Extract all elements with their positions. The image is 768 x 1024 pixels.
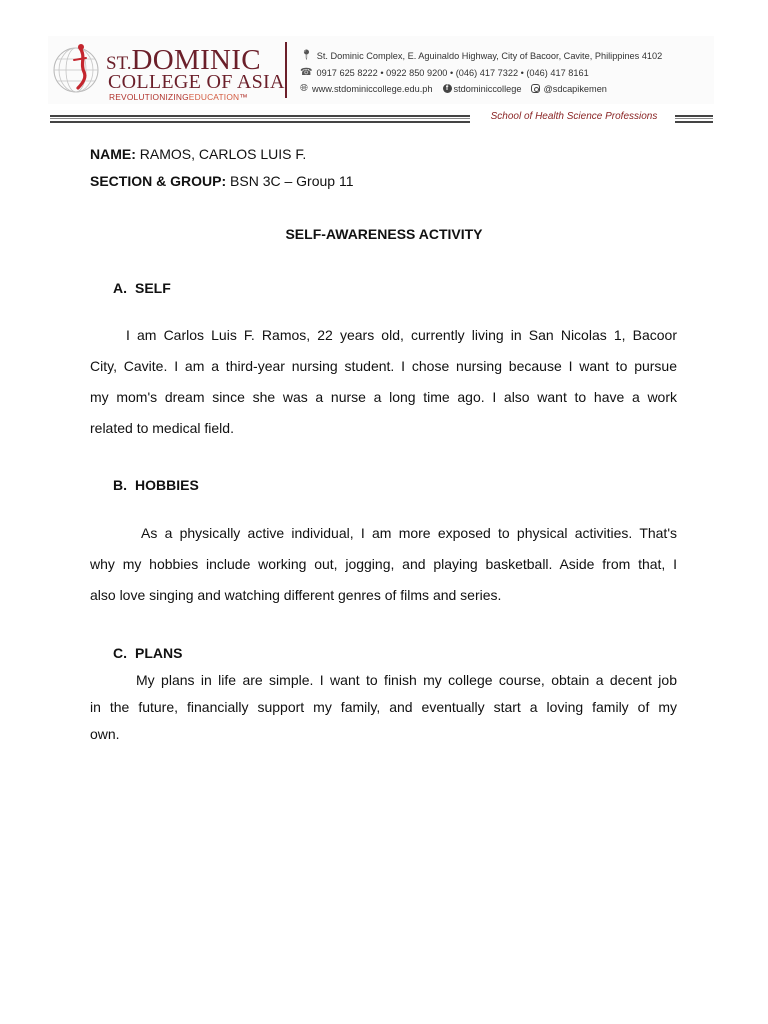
section-letter: C. (113, 645, 127, 661)
section-title: SELF (135, 280, 171, 296)
section-value: BSN 3C – Group 11 (226, 173, 354, 189)
address-text: St. Dominic Complex, E. Aguinaldo Highway, City of Bacoor, Cavite, Philippines 4102 (316, 50, 663, 61)
school-name: School of Health Science Professions (490, 111, 658, 122)
name-label: NAME: (90, 146, 136, 162)
tagline-tm: ™ (239, 92, 248, 102)
tagline-b: EDUCATION (188, 92, 240, 102)
document-title: SELF-AWARENESS ACTIVITY (285, 226, 483, 242)
logo-st: ST. (106, 53, 132, 74)
section-title: PLANS (135, 645, 183, 661)
paragraph-line: own. (90, 726, 120, 742)
name-value: RAMOS, CARLOS LUIS F. (135, 146, 307, 162)
facebook-icon: f (443, 84, 452, 93)
globe-logo-icon (50, 42, 102, 94)
globe-icon: 🌐︎ (300, 83, 308, 94)
facebook-link[interactable]: stdominiccollege (453, 83, 522, 94)
phone-line (300, 67, 589, 78)
section-label: SECTION & GROUP: (90, 173, 227, 189)
paragraph-line: also love singing and watching different genres of films and series. (90, 587, 502, 603)
paragraph-line: my mom's dream since she was a nurse a long time ago. I also want to have a work (90, 389, 677, 405)
paragraph-self (90, 325, 677, 449)
paragraph-line: related to medical field. (90, 420, 234, 436)
paragraph-line: As a physically active individual, I am more exposed to physical activities. That's (141, 525, 677, 541)
section-heading-self (113, 280, 171, 296)
social-line (300, 83, 607, 94)
phones-text: 0917 625 8222 • 0922 850 9200 • (046) 417 7322 • (046) 417 8161 (316, 67, 589, 78)
section-title: HOBBIES (135, 477, 199, 493)
section-letter: B. (113, 477, 127, 493)
student-name (90, 146, 306, 162)
letterhead (48, 36, 714, 104)
paragraph-line: My plans in life are simple. I want to finish my college course, obtain a decent job (136, 672, 677, 688)
paragraph-line: I am Carlos Luis F. Ramos, 22 years old, currently living in San Nicolas 1, Bacoor (126, 327, 677, 343)
section-heading-plans (113, 645, 182, 661)
paragraph-hobbies (90, 523, 677, 616)
address-line (300, 50, 662, 61)
phone-icon: ☎ (300, 67, 313, 78)
letterhead-divider (285, 42, 287, 98)
section-letter: A. (113, 280, 127, 296)
instagram-link[interactable]: @sdcapikemen (543, 83, 607, 94)
website-link[interactable]: www.stdominiccollege.edu.ph (312, 83, 433, 94)
paragraph-plans (90, 670, 677, 751)
header-rule (50, 111, 713, 123)
logo-college: COLLEGE OF ASIA (108, 71, 285, 93)
logo-tagline (109, 92, 248, 102)
paragraph-line: why my hobbies include working out, jogging, and playing basketball. Aside from that, I (90, 556, 677, 572)
logo-dominic: DOMINIC (131, 44, 261, 76)
location-pin-icon: 📍︎ (300, 50, 313, 61)
section-heading-hobbies (113, 477, 199, 493)
instagram-icon (531, 84, 540, 93)
paragraph-line: City, Cavite. I am a third-year nursing student. I chose nursing because I want to pursue (90, 358, 677, 374)
tagline-a: REVOLUTIONIZING (109, 92, 189, 102)
student-section (90, 173, 354, 189)
rule-left (50, 115, 470, 123)
rule-right (675, 115, 713, 123)
paragraph-line: in the future, financially support my family, and eventually start a loving family of my (90, 699, 677, 715)
